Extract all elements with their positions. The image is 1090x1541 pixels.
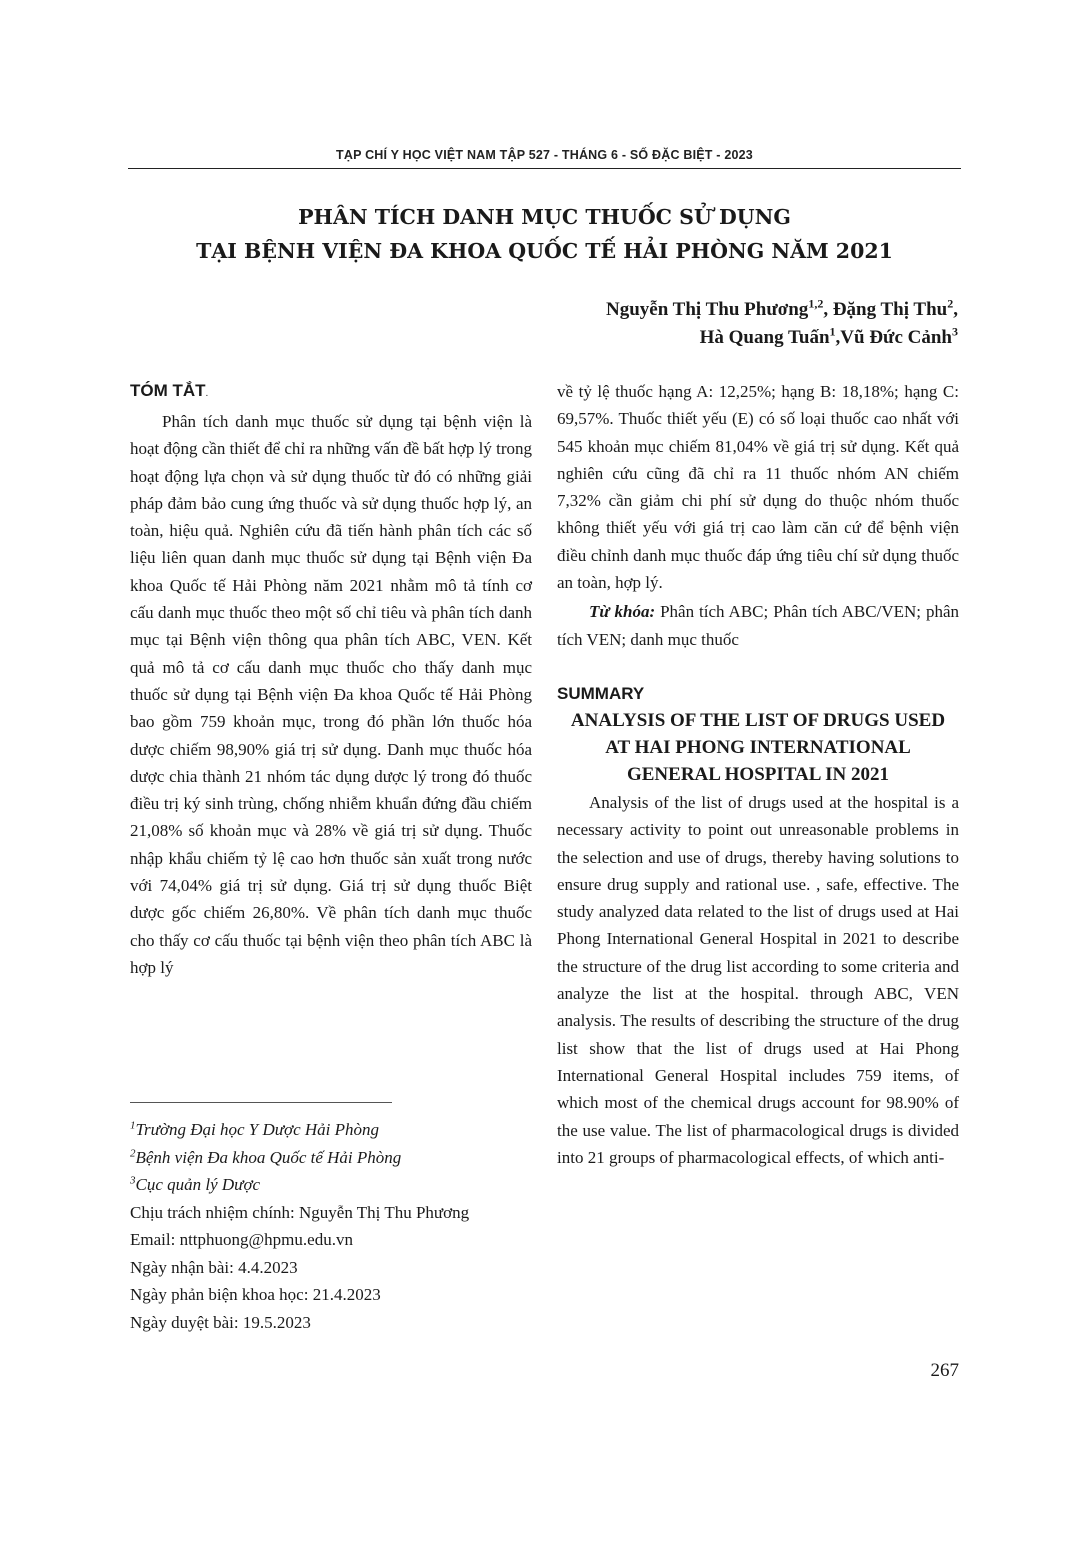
contact-email[interactable]: Email: nttphuong@hpmu.edu.vn <box>130 1230 353 1249</box>
title-line-1: PHÂN TÍCH DANH MỤC THUỐC SỬ DỤNG <box>298 205 791 229</box>
author-line-1 <box>500 296 958 324</box>
header-rule <box>128 168 961 169</box>
affiliation-2 <box>130 1144 550 1172</box>
author-affiliation-sup: 1 <box>829 324 836 339</box>
abstract-heading-mark: . <box>205 388 209 399</box>
summary-title: ANALYSIS OF THE LIST OF DRUGS USED AT HAI PHONG INTERNATIONAL GENERAL HOSPITAL IN 2021 <box>570 709 946 785</box>
footnotes <box>130 1116 550 1336</box>
keywords-label: Từ khóa: <box>589 602 656 622</box>
affiliation-text: Bệnh viện Đa khoa Quốc tế Hải Phòng <box>135 1147 402 1167</box>
affiliation-1 <box>130 1116 550 1144</box>
affiliation-text: Cục quản lý Dược <box>135 1175 261 1194</box>
abstract-heading <box>130 378 532 407</box>
affiliation-3 <box>130 1171 550 1199</box>
page-number: 267 <box>930 1360 959 1381</box>
reviewed-date: Ngày phản biện khoa học: 21.4.2023 <box>130 1285 381 1304</box>
affiliation-text: Trường Đại học Y Dược Hải Phòng <box>135 1120 380 1139</box>
title-line-2: TẠI BỆNH VIỆN ĐA KHOA QUỐC TẾ HẢI PHÒNG NĂM 2021 <box>196 239 893 263</box>
author-name: , Đặng Thị Thu <box>823 299 948 320</box>
author-affiliation-sup: 1,2 <box>808 296 824 311</box>
affiliation-sup: 3 <box>130 1174 136 1187</box>
corresponding-author: Chịu trách nhiệm chính: Nguyễn Thị Thu Phương <box>130 1202 470 1222</box>
right-column <box>557 378 959 1171</box>
journal-header: TẠP CHÍ Y HỌC VIỆT NAM TẬP 527 - THÁNG 6 - SỐ ĐẶC BIỆT - 2023 <box>336 148 753 162</box>
summary-body: Analysis of the list of drugs used at the hospital is a necessary activity to point out unreasonable problems in the selection and use of drugs, thereby having solutions to ensure drug supply and rational use. , safe, effective. The study analyzed data related to the list of drugs used at Hai Phong International General Hospital in 2021 to describe the structure of the drug list according to some criteria and analyze the list at the hospital. through ABC, VEN analysis. The results of describing the structure of the drug list show that the list of drugs used at Hai Phong International General Hospital includes 759 items, of which most of the chemical drugs account for 98.90% of the use value. The list of pharmacological drugs is divided into 21 groups of pharmacological effects, of which anti- <box>557 792 959 1167</box>
left-column <box>130 378 532 981</box>
affiliation-sup: 1 <box>130 1119 136 1132</box>
abstract-heading-text: TÓM TẮT <box>130 381 206 400</box>
summary-heading: SUMMARY <box>557 683 645 703</box>
author-name: ,Vũ Đức Cảnh <box>835 327 952 348</box>
author-affiliation-sup: 2 <box>947 296 954 311</box>
abstract-body: Phân tích danh mục thuốc sử dụng tại bệnh viện là hoạt động cần thiết để chỉ ra những vấn đề bất hợp lý trong hoạt động lựa chọn và sử dụng thuốc từ đó có những giải pháp đảm bảo cung ứng thuốc và sử dụng thuốc hợp lý, an toàn, hiệu quả. Nghiên cứu đã tiến hành phân tích các số liệu liên quan danh mục thuốc sử dụng tại Bệnh viện Đa khoa Quốc tế Hải Phòng năm 2021 nhằm mô tả tính cơ cấu danh mục thuốc theo một số chỉ tiêu và phân tích danh mục tại Bệnh viện thông qua phân tích ABC, VEN. Kết quả mô tả cơ cấu danh mục thuốc cho thấy danh mục thuốc sử dụng tại Bệnh viện Đa khoa Quốc tế Hải Phòng bao gồm 759 khoản mục, trong đó phần lớn thuốc hóa dược chiếm 98,90% giá trị sử dụng. Danh mục thuốc hóa dược chia thành 21 nhóm tác dụng dược lý trong đó thuốc điều trị ký sinh trùng, chống nhiễm khuẩn đứng đầu chiếm 21,08% số khoản mục và 28% về giá trị sử dụng. Thuốc nhập khẩu chiếm tỷ lệ cao hơn thuốc sản xuất trong nước với 74,04% giá trị sử dụng. Giá trị sử dụng thuốc Biệt dược gốc chiếm 26,80%. Về phân tích danh mục thuốc cho thấy cơ cấu thuốc tại bệnh viện theo phân tích ABC là hợp lý <box>130 412 533 977</box>
received-date: Ngày nhận bài: 4.4.2023 <box>130 1257 298 1277</box>
keywords <box>557 598 959 653</box>
author-list <box>500 296 958 352</box>
author-affiliation-sup: 3 <box>952 324 958 339</box>
author-separator: , <box>953 299 958 320</box>
abstract-body-continued: về tỷ lệ thuốc hạng A: 12,25%; hạng B: 18,18%; hạng C: 69,57%. Thuốc thiết yếu (E) có số loại thuốc cao nhất với 545 khoản mục chiếm 81,04% về giá trị sử dụng. Kết quả nghiên cứu cũng đã chỉ ra 11 thuốc nhóm AN chiếm 7,32% cần giảm chi phí sử dụng do thuộc nhóm thuốc không thiết yếu với giá trị cao làm căn cứ để bệnh viện điều chỉnh danh mục thuốc đáp ứng tiêu chí sử dụng thuốc an toàn, hợp lý. <box>557 382 959 593</box>
author-name: Nguyễn Thị Thu Phương <box>605 299 809 320</box>
footnote-rule <box>130 1102 392 1103</box>
article-title <box>128 200 961 268</box>
author-name: Hà Quang Tuấn <box>699 327 830 348</box>
author-line-2 <box>500 324 958 352</box>
accepted-date: Ngày duyệt bài: 19.5.2023 <box>130 1312 311 1332</box>
keywords-text: Phân tích ABC; Phân tích ABC/VEN; phân tích VEN; danh mục thuốc <box>557 602 959 649</box>
affiliation-sup: 2 <box>130 1146 136 1159</box>
